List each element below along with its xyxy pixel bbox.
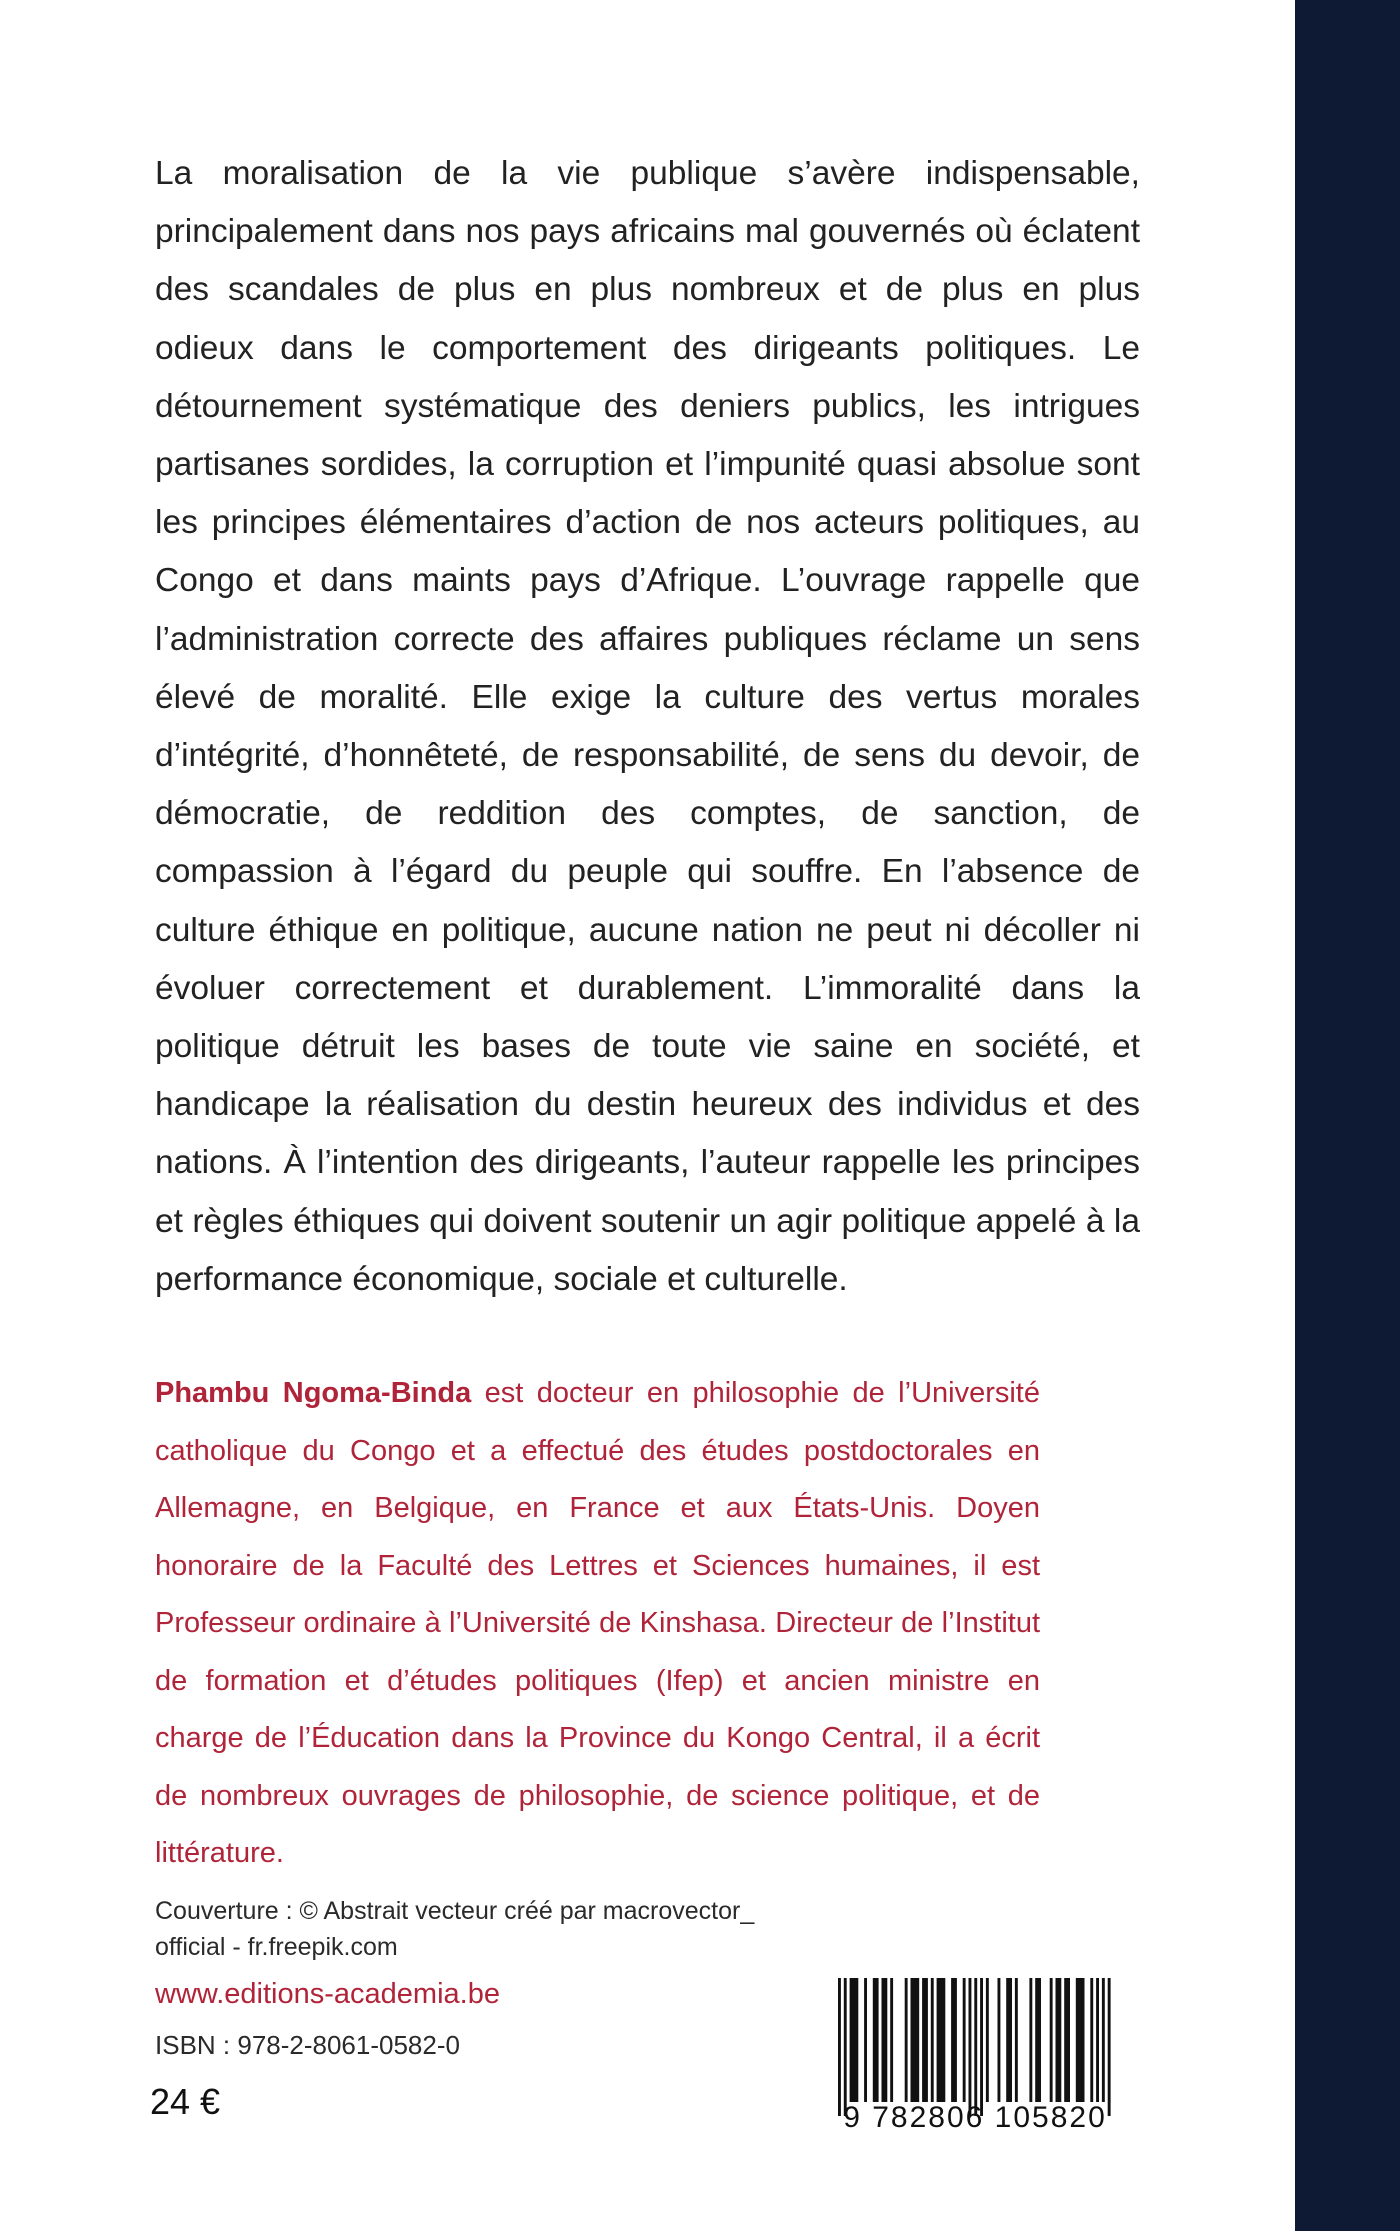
barcode-bar: [1015, 1978, 1018, 2102]
barcode-bar: [890, 1978, 893, 2102]
barcode-bar: [911, 1978, 920, 2102]
barcode-bar: [905, 1978, 908, 2102]
barcode-bar: [864, 1978, 867, 2102]
author-bio-text: est docteur en philosophie de l’Université catholique du Congo et a effectué des études postdoctorales en Allemagne, en Belgique, en France et aux États-Unis. Doyen honoraire de la Faculté des Lettres et Sciences humaines, il est Professeur ordinaire à l’Université de Kinshasa. Directeur de l’Institut de formation et d’études politiques (Ifep) et ancien ministre en charge de l’Éducation dans la Province du Kongo Central, il a écrit de nombreux ouvrages de philosophie, de science politique, et de littérature.: [155, 1377, 1040, 1869]
barcode-bar: [980, 1978, 983, 2116]
barcode-bar: [1096, 1978, 1099, 2102]
barcode-bar: [963, 1978, 966, 2102]
publisher-website: www.editions-academia.be: [155, 1978, 500, 2010]
barcode-bar: [1090, 1978, 1093, 2102]
barcode: [810, 1972, 1140, 2140]
book-summary: La moralisation de la vie publique s’avère indispensable, principalement dans nos pays africains mal gouvernés où éclatent des scandales de plus en plus nombreux et de plus en plus odieux dans le comportement des dirigeants politiques. Le détournement systématique des deniers publics, les intrigues partisanes sordides, la corruption et l’impunité quasi absolue sont les principes élémentaires d’action de nos acteurs politiques, au Congo et dans maints pays d’Afrique. L’ouvrage rappelle que l’administration correcte des affaires publiques réclame un sens élevé de moralité. Elle exige la culture des vertus morales d’intégrité, d’honnêteté, de responsabilité, de sens du devoir, de démocratie, de reddition des comptes, de sanction, de compassion à l’égard du peuple qui souffre. En l’absence de culture éthique en politique, aucune nation ne peut ni décoller ni évoluer correctement et durablement. L’immoralité dans la politique détruit les bases de toute vie saine en société, et handicape la réalisation du destin heureux des individus et des nations. À l’intention des dirigeants, l’auteur rappelle les principes et règles éthiques qui doivent soutenir un agir politique appelé à la performance économique, sociale et culturelle.: [155, 155, 1140, 1298]
author-bio: [155, 1365, 1040, 1883]
cover-credit: Couverture : © Abstrait vecteur créé par macrovector_ official - fr.freepik.com: [155, 1897, 755, 1961]
barcode-bar: [1029, 1978, 1032, 2102]
barcode-bar: [1050, 1978, 1053, 2102]
barcode-bar: [882, 1978, 888, 2102]
isbn: ISBN : 978-2-8061-0582-0: [155, 2030, 460, 2060]
barcode-digits: 9 782806 105820: [843, 2101, 1107, 2134]
barcode-bar: [1006, 1978, 1012, 2102]
price: 24 €: [150, 2081, 221, 2122]
barcode-bar: [838, 1978, 841, 2116]
barcode-bar: [850, 1978, 859, 2102]
barcode-bar: [931, 1978, 934, 2102]
barcode-bar: [969, 1978, 972, 2116]
barcode-bar: [844, 1978, 847, 2116]
barcode-bar: [922, 1978, 928, 2102]
barcode-bar: [998, 1978, 1001, 2102]
barcode-bar: [937, 1978, 946, 2102]
barcode-bar: [974, 1978, 977, 2116]
barcode-bar: [1076, 1978, 1085, 2102]
barcode-bar: [986, 1978, 989, 2102]
barcode-bar: [873, 1978, 879, 2102]
barcode-bar: [1102, 1978, 1105, 2102]
book-spine-band: [1295, 0, 1400, 2231]
barcode-bar: [1108, 1978, 1111, 2116]
barcode-bar: [1064, 1978, 1070, 2102]
barcode-bar: [1056, 1978, 1062, 2102]
author-name: Phambu Ngoma-Binda: [155, 1377, 472, 1409]
barcode-bar: [951, 1978, 957, 2102]
barcode-bar: [1035, 1978, 1041, 2102]
